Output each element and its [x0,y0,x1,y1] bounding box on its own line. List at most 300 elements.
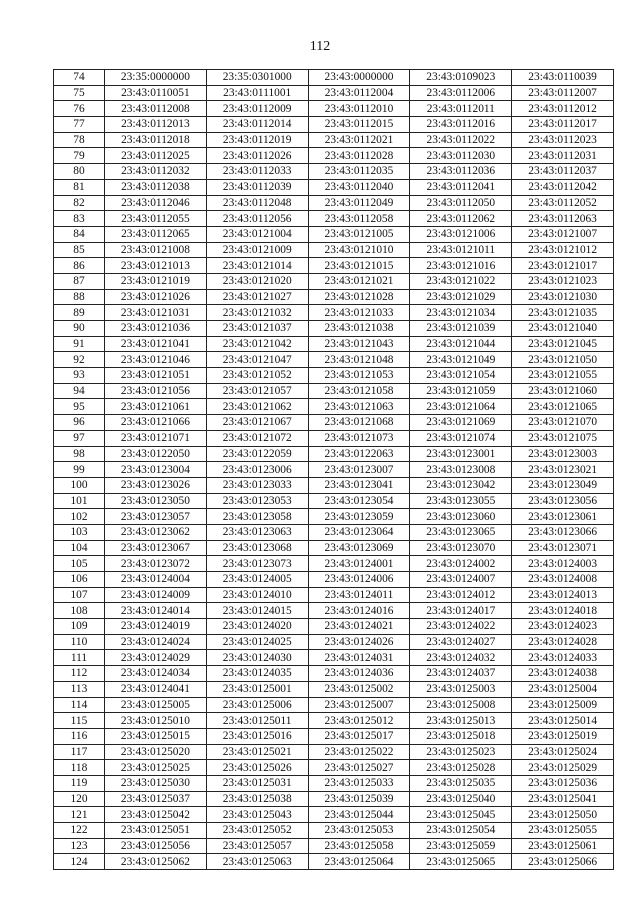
cadastral-number-cell: 23:43:0124026 [308,634,410,650]
cadastral-number-cell: 23:43:0123050 [105,493,207,509]
cadastral-number-cell: 23:43:0125058 [308,838,410,854]
row-number-cell: 87 [54,273,105,289]
cadastral-number-cell: 23:43:0125003 [410,681,512,697]
cadastral-number-cell: 23:43:0112008 [105,101,207,117]
table-row [54,383,614,399]
cadastral-number-cell: 23:43:0124029 [105,650,207,666]
table-row [54,587,614,603]
cadastral-number-cell: 23:43:0125040 [410,791,512,807]
cadastral-number-cell: 23:43:0121006 [410,226,512,242]
cadastral-number-cell: 23:43:0124033 [512,650,614,666]
cadastral-number-cell: 23:43:0112017 [512,117,614,133]
cadastral-number-cell: 23:43:0121004 [206,226,308,242]
cadastral-number-cell: 23:43:0125033 [308,775,410,791]
cadastral-number-cell: 23:43:0121028 [308,289,410,305]
cadastral-number-cell: 23:43:0124028 [512,634,614,650]
cadastral-number-cell: 23:43:0125004 [512,681,614,697]
cadastral-number-cell: 23:43:0123003 [512,446,614,462]
row-number-cell: 100 [54,477,105,493]
cadastral-number-cell: 23:43:0124001 [308,556,410,572]
cadastral-number-cell: 23:43:0124013 [512,587,614,603]
cadastral-number-cell: 23:43:0112063 [512,211,614,227]
cadastral-number-cell: 23:43:0121056 [105,383,207,399]
cadastral-number-cell: 23:43:0123064 [308,524,410,540]
row-number-cell: 108 [54,603,105,619]
cadastral-number-cell: 23:43:0121019 [105,273,207,289]
cadastral-number-cell: 23:43:0125030 [105,775,207,791]
cadastral-number-cell: 23:43:0112030 [410,148,512,164]
cadastral-number-cell: 23:43:0125001 [206,681,308,697]
cadastral-number-cell: 23:43:0125035 [410,775,512,791]
cadastral-number-cell: 23:43:0124036 [308,666,410,682]
cadastral-number-cell: 23:43:0124004 [105,572,207,588]
cadastral-number-cell: 23:43:0123054 [308,493,410,509]
row-number-cell: 78 [54,132,105,148]
cadastral-number-cell: 23:43:0112040 [308,179,410,195]
cadastral-number-cell: 23:43:0123007 [308,462,410,478]
cadastral-number-cell: 23:43:0125029 [512,760,614,776]
table-row [54,195,614,211]
table-row [54,132,614,148]
table-row [54,556,614,572]
row-number-cell: 105 [54,556,105,572]
table-row [54,760,614,776]
row-number-cell: 98 [54,446,105,462]
cadastral-number-cell: 23:43:0121039 [410,321,512,337]
table-row [54,164,614,180]
cadastral-number-cell: 23:43:0121016 [410,258,512,274]
cadastral-number-cell: 23:43:0112031 [512,148,614,164]
cadastral-number-cell: 23:43:0121061 [105,399,207,415]
cadastral-number-cell: 23:43:0125017 [308,728,410,744]
cadastral-number-cell: 23:43:0123059 [308,509,410,525]
cadastral-number-cell: 23:43:0125002 [308,681,410,697]
table-row [54,101,614,117]
row-number-cell: 86 [54,258,105,274]
table-row [54,540,614,556]
cadastral-number-cell: 23:43:0112058 [308,211,410,227]
cadastral-number-cell: 23:43:0112035 [308,164,410,180]
table-row [54,854,614,870]
cadastral-number-cell: 23:43:0121074 [410,430,512,446]
table-row [54,117,614,133]
row-number-cell: 85 [54,242,105,258]
row-number-cell: 77 [54,117,105,133]
cadastral-number-cell: 23:43:0121052 [206,368,308,384]
row-number-cell: 92 [54,352,105,368]
cadastral-number-cell: 23:43:0121048 [308,352,410,368]
cadastral-number-cell: 23:43:0121029 [410,289,512,305]
cadastral-number-cell: 23:43:0124008 [512,572,614,588]
cadastral-number-cell: 23:43:0121050 [512,352,614,368]
cadastral-number-cell: 23:43:0112038 [105,179,207,195]
table-row [54,603,614,619]
cadastral-number-cell: 23:43:0125023 [410,744,512,760]
cadastral-number-cell: 23:43:0124035 [206,666,308,682]
cadastral-number-cell: 23:43:0124038 [512,666,614,682]
cadastral-number-cell: 23:43:0112023 [512,132,614,148]
cadastral-number-cell: 23:43:0123008 [410,462,512,478]
cadastral-number-cell: 23:43:0121042 [206,336,308,352]
cadastral-number-cell: 23:43:0112015 [308,117,410,133]
cadastral-number-cell: 23:43:0112048 [206,195,308,211]
row-number-cell: 124 [54,854,105,870]
cadastral-number-cell: 23:43:0121017 [512,258,614,274]
cadastral-number-cell: 23:43:0121005 [308,226,410,242]
table-row [54,838,614,854]
row-number-cell: 103 [54,524,105,540]
cadastral-number-cell: 23:43:0124027 [410,634,512,650]
table-row [54,634,614,650]
row-number-cell: 119 [54,775,105,791]
table-row [54,352,614,368]
table-row [54,713,614,729]
cadastral-number-cell: 23:43:0124007 [410,572,512,588]
row-number-cell: 81 [54,179,105,195]
cadastral-number-cell: 23:43:0121058 [308,383,410,399]
table-row [54,572,614,588]
cadastral-number-cell: 23:43:0125055 [512,823,614,839]
table-row [54,148,614,164]
cadastral-number-cell: 23:43:0121043 [308,336,410,352]
cadastral-number-cell: 23:43:0112039 [206,179,308,195]
table-row [54,321,614,337]
cadastral-number-cell: 23:43:0112028 [308,148,410,164]
table-row [54,462,614,478]
cadastral-number-cell: 23:43:0123049 [512,477,614,493]
cadastral-number-cell: 23:43:0125026 [206,760,308,776]
cadastral-number-cell: 23:43:0121045 [512,336,614,352]
cadastral-number-cell: 23:43:0125037 [105,791,207,807]
row-number-cell: 79 [54,148,105,164]
cadastral-number-cell: 23:43:0124030 [206,650,308,666]
cadastral-number-cell: 23:43:0121037 [206,321,308,337]
row-number-cell: 104 [54,540,105,556]
cadastral-number-cell: 23:43:0124003 [512,556,614,572]
cadastral-number-cell: 23:43:0123026 [105,477,207,493]
cadastral-number-cell: 23:43:0123072 [105,556,207,572]
row-number-cell: 117 [54,744,105,760]
cadastral-number-cell: 23:43:0121026 [105,289,207,305]
cadastral-number-cell: 23:43:0124011 [308,587,410,603]
cadastral-number-cell: 23:43:0123058 [206,509,308,525]
row-number-cell: 115 [54,713,105,729]
table-row [54,211,614,227]
cadastral-number-cell: 23:43:0125042 [105,807,207,823]
table-row [54,509,614,525]
cadastral-number-cell: 23:43:0121034 [410,305,512,321]
cadastral-number-cell: 23:43:0125045 [410,807,512,823]
cadastral-number-cell: 23:43:0112033 [206,164,308,180]
cadastral-number-cell: 23:43:0125022 [308,744,410,760]
row-number-cell: 109 [54,619,105,635]
cadastral-number-cell: 23:43:0112013 [105,117,207,133]
row-number-cell: 90 [54,321,105,337]
cadastral-number-cell: 23:43:0124041 [105,681,207,697]
cadastral-number-cell: 23:43:0124014 [105,603,207,619]
table-row [54,70,614,86]
cadastral-number-cell: 23:43:0121051 [105,368,207,384]
row-number-cell: 83 [54,211,105,227]
cadastral-number-cell: 23:43:0125039 [308,791,410,807]
cadastral-number-cell: 23:43:0125031 [206,775,308,791]
cadastral-number-cell: 23:43:0121073 [308,430,410,446]
cadastral-number-table [53,69,614,870]
table-row [54,415,614,431]
cadastral-number-cell: 23:43:0112007 [512,85,614,101]
cadastral-number-cell: 23:43:0112009 [206,101,308,117]
table-row [54,85,614,101]
cadastral-number-cell: 23:43:0121031 [105,305,207,321]
cadastral-number-cell: 23:43:0124021 [308,619,410,635]
cadastral-number-cell: 23:43:0124010 [206,587,308,603]
cadastral-number-cell: 23:43:0110039 [512,70,614,86]
row-number-cell: 118 [54,760,105,776]
cadastral-number-cell: 23:43:0121033 [308,305,410,321]
cadastral-number-cell: 23:43:0121046 [105,352,207,368]
cadastral-number-cell: 23:43:0125036 [512,775,614,791]
row-number-cell: 94 [54,383,105,399]
cadastral-number-cell: 23:43:0121060 [512,383,614,399]
cadastral-number-cell: 23:43:0121053 [308,368,410,384]
row-number-cell: 93 [54,368,105,384]
cadastral-number-cell: 23:43:0125044 [308,807,410,823]
cadastral-number-cell: 23:43:0112026 [206,148,308,164]
cadastral-number-cell: 23:43:0125011 [206,713,308,729]
cadastral-number-cell: 23:43:0121071 [105,430,207,446]
cadastral-number-cell: 23:43:0123033 [206,477,308,493]
cadastral-number-cell: 23:43:0125059 [410,838,512,854]
cadastral-number-cell: 23:43:0121068 [308,415,410,431]
table-row [54,666,614,682]
cadastral-number-cell: 23:43:0124005 [206,572,308,588]
cadastral-number-cell: 23:43:0123069 [308,540,410,556]
cadastral-number-cell: 23:43:0125020 [105,744,207,760]
cadastral-number-cell: 23:43:0125061 [512,838,614,854]
cadastral-number-cell: 23:43:0123021 [512,462,614,478]
cadastral-number-cell: 23:43:0121063 [308,399,410,415]
cadastral-number-cell: 23:43:0123041 [308,477,410,493]
cadastral-number-cell: 23:43:0121049 [410,352,512,368]
table-row [54,258,614,274]
row-number-cell: 74 [54,70,105,86]
cadastral-number-cell: 23:43:0124019 [105,619,207,635]
table-row [54,368,614,384]
table-row [54,775,614,791]
row-number-cell: 123 [54,838,105,854]
cadastral-number-cell: 23:43:0124017 [410,603,512,619]
cadastral-number-cell: 23:43:0112055 [105,211,207,227]
table-row [54,226,614,242]
row-number-cell: 89 [54,305,105,321]
table-row [54,744,614,760]
cadastral-number-cell: 23:43:0124020 [206,619,308,635]
cadastral-number-cell: 23:43:0125013 [410,713,512,729]
cadastral-number-cell: 23:43:0124012 [410,587,512,603]
cadastral-number-cell: 23:43:0121075 [512,430,614,446]
cadastral-number-cell: 23:43:0123068 [206,540,308,556]
row-number-cell: 80 [54,164,105,180]
cadastral-number-cell: 23:43:0121027 [206,289,308,305]
cadastral-number-cell: 23:43:0124032 [410,650,512,666]
row-number-cell: 99 [54,462,105,478]
cadastral-number-cell: 23:43:0112037 [512,164,614,180]
row-number-cell: 110 [54,634,105,650]
cadastral-number-cell: 23:43:0125028 [410,760,512,776]
row-number-cell: 120 [54,791,105,807]
cadastral-number-cell: 23:43:0112032 [105,164,207,180]
table-row [54,823,614,839]
cadastral-number-cell: 23:43:0123071 [512,540,614,556]
cadastral-number-cell: 23:43:0124022 [410,619,512,635]
cadastral-number-cell: 23:35:0000000 [105,70,207,86]
cadastral-number-cell: 23:43:0121069 [410,415,512,431]
row-number-cell: 95 [54,399,105,415]
cadastral-number-cell: 23:43:0125010 [105,713,207,729]
cadastral-number-cell: 23:43:0125007 [308,697,410,713]
cadastral-number-cell: 23:43:0121038 [308,321,410,337]
table-row [54,728,614,744]
row-number-cell: 76 [54,101,105,117]
cadastral-number-cell: 23:43:0125053 [308,823,410,839]
cadastral-number-cell: 23:43:0123062 [105,524,207,540]
row-number-cell: 116 [54,728,105,744]
table-row [54,791,614,807]
cadastral-number-cell: 23:43:0121065 [512,399,614,415]
cadastral-number-cell: 23:43:0112022 [410,132,512,148]
cadastral-number-cell: 23:43:0125027 [308,760,410,776]
cadastral-number-cell: 23:43:0125043 [206,807,308,823]
cadastral-number-cell: 23:43:0124002 [410,556,512,572]
row-number-cell: 111 [54,650,105,666]
row-number-cell: 91 [54,336,105,352]
cadastral-number-cell: 23:43:0000000 [308,70,410,86]
cadastral-number-cell: 23:43:0112016 [410,117,512,133]
cadastral-number-cell: 23:43:0124037 [410,666,512,682]
row-number-cell: 101 [54,493,105,509]
cadastral-number-cell: 23:43:0125019 [512,728,614,744]
cadastral-number-cell: 23:43:0112011 [410,101,512,117]
cadastral-number-cell: 23:43:0124018 [512,603,614,619]
cadastral-number-cell: 23:43:0124023 [512,619,614,635]
cadastral-number-cell: 23:43:0121012 [512,242,614,258]
cadastral-number-cell: 23:43:0124025 [206,634,308,650]
cadastral-number-cell: 23:43:0121021 [308,273,410,289]
table-row [54,650,614,666]
cadastral-number-cell: 23:43:0125006 [206,697,308,713]
table-row [54,619,614,635]
cadastral-number-cell: 23:43:0123056 [512,493,614,509]
table-row [54,273,614,289]
cadastral-number-cell: 23:35:0301000 [206,70,308,86]
table-row [54,242,614,258]
cadastral-number-cell: 23:43:0112010 [308,101,410,117]
row-number-cell: 88 [54,289,105,305]
cadastral-number-cell: 23:43:0125018 [410,728,512,744]
cadastral-number-cell: 23:43:0123006 [206,462,308,478]
cadastral-number-cell: 23:43:0111001 [206,85,308,101]
cadastral-number-cell: 23:43:0112012 [512,101,614,117]
cadastral-number-cell: 23:43:0112019 [206,132,308,148]
cadastral-number-cell: 23:43:0123055 [410,493,512,509]
cadastral-number-cell: 23:43:0122059 [206,446,308,462]
row-number-cell: 106 [54,572,105,588]
cadastral-number-cell: 23:43:0125009 [512,697,614,713]
cadastral-number-cell: 23:43:0123067 [105,540,207,556]
cadastral-number-cell: 23:43:0125016 [206,728,308,744]
cadastral-number-cell: 23:43:0121041 [105,336,207,352]
row-number-cell: 121 [54,807,105,823]
cadastral-number-cell: 23:43:0112021 [308,132,410,148]
cadastral-number-cell: 23:43:0123042 [410,477,512,493]
cadastral-number-cell: 23:43:0125021 [206,744,308,760]
cadastral-number-cell: 23:43:0125015 [105,728,207,744]
cadastral-number-cell: 23:43:0123060 [410,509,512,525]
cadastral-number-cell: 23:43:0125064 [308,854,410,870]
cadastral-number-cell: 23:43:0125050 [512,807,614,823]
table-row [54,493,614,509]
cadastral-number-cell: 23:43:0112049 [308,195,410,211]
cadastral-number-cell: 23:43:0112065 [105,226,207,242]
table-row [54,697,614,713]
cadastral-number-cell: 23:43:0121030 [512,289,614,305]
cadastral-number-cell: 23:43:0121008 [105,242,207,258]
cadastral-number-cell: 23:43:0121066 [105,415,207,431]
cadastral-number-cell: 23:43:0125025 [105,760,207,776]
cadastral-number-cell: 23:43:0121014 [206,258,308,274]
cadastral-number-cell: 23:43:0121007 [512,226,614,242]
cadastral-number-cell: 23:43:0123061 [512,509,614,525]
cadastral-number-cell: 23:43:0123057 [105,509,207,525]
cadastral-number-cell: 23:43:0121010 [308,242,410,258]
row-number-cell: 82 [54,195,105,211]
table-row [54,289,614,305]
row-number-cell: 84 [54,226,105,242]
row-number-cell: 112 [54,666,105,682]
table-row [54,681,614,697]
cadastral-number-cell: 23:43:0121054 [410,368,512,384]
cadastral-number-cell: 23:43:0112004 [308,85,410,101]
page-number: 112 [309,39,331,54]
cadastral-number-cell: 23:43:0121057 [206,383,308,399]
cadastral-number-cell: 23:43:0123073 [206,556,308,572]
cadastral-number-cell: 23:43:0112036 [410,164,512,180]
table-row [54,305,614,321]
cadastral-number-cell: 23:43:0123001 [410,446,512,462]
cadastral-number-cell: 23:43:0121015 [308,258,410,274]
cadastral-number-cell: 23:43:0121072 [206,430,308,446]
cadastral-number-cell: 23:43:0112018 [105,132,207,148]
row-number-cell: 96 [54,415,105,431]
cadastral-number-cell: 23:43:0125062 [105,854,207,870]
cadastral-number-cell: 23:43:0121013 [105,258,207,274]
cadastral-number-cell: 23:43:0124009 [105,587,207,603]
cadastral-number-cell: 23:43:0121064 [410,399,512,415]
cadastral-number-cell: 23:43:0122050 [105,446,207,462]
cadastral-number-cell: 23:43:0125056 [105,838,207,854]
cadastral-number-cell: 23:43:0121040 [512,321,614,337]
row-number-cell: 113 [54,681,105,697]
cadastral-number-cell: 23:43:0123053 [206,493,308,509]
cadastral-number-cell: 23:43:0121059 [410,383,512,399]
cadastral-number-cell: 23:43:0125057 [206,838,308,854]
cadastral-number-cell: 23:43:0112042 [512,179,614,195]
cadastral-number-cell: 23:43:0121047 [206,352,308,368]
table-row [54,179,614,195]
cadastral-number-cell: 23:43:0112046 [105,195,207,211]
table-row [54,446,614,462]
cadastral-number-cell: 23:43:0125054 [410,823,512,839]
